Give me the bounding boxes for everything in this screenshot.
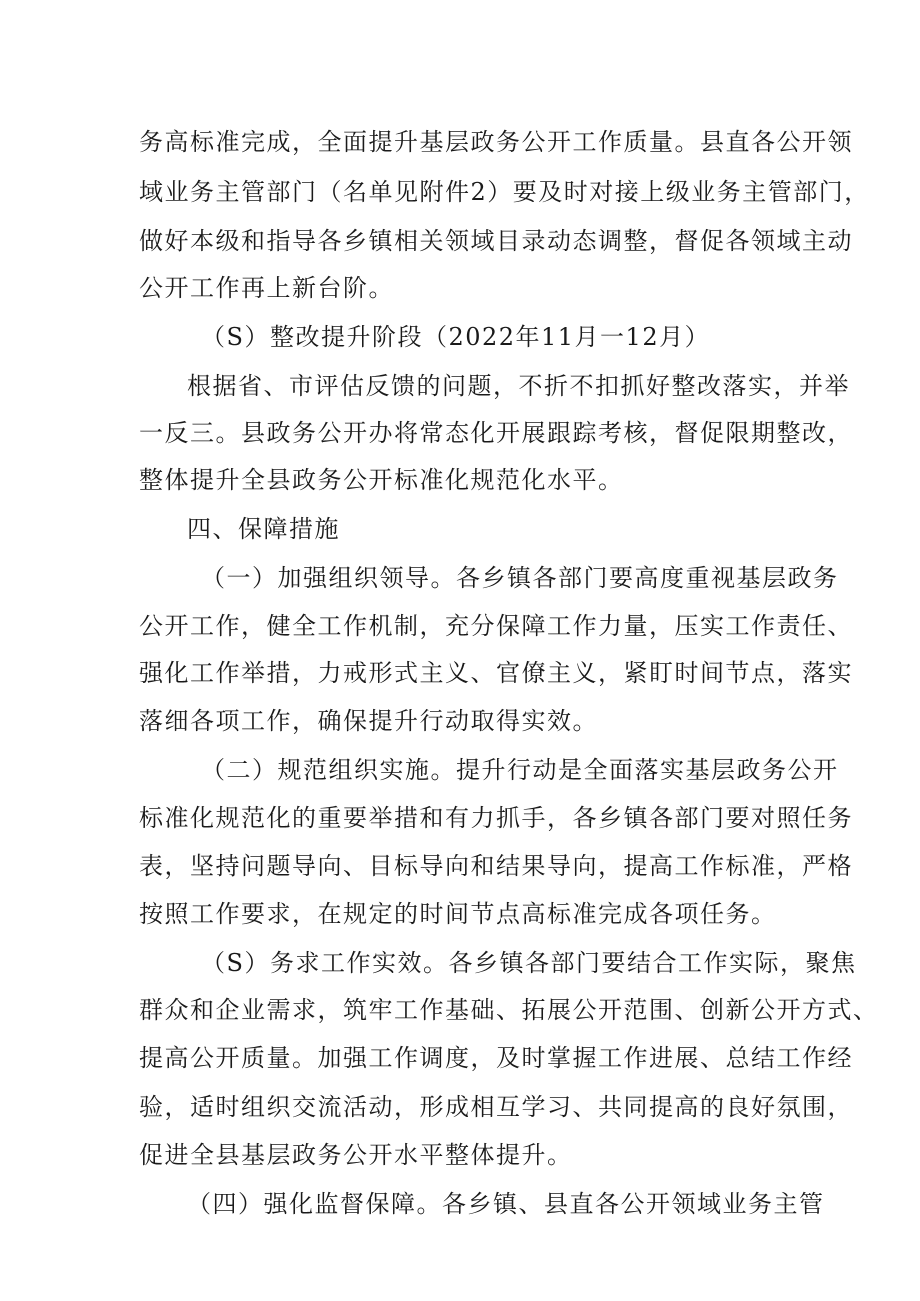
body-line: 按照工作要求，在规定的时间节点高标准完成各项任务。 [139, 900, 777, 928]
body-line: 提高公开质量。加强工作调度，及时掌握工作进展、总结工作经 [139, 1044, 853, 1072]
body-line: 做好本级和指导各乡镇相关领域目录动态调整，督促各领域主动 [139, 227, 853, 255]
body-line: 强化工作举措，力戒形式主义、官僚主义，紧盯时间节点，落实 [139, 659, 853, 687]
body-line: 群众和企业需求，筑牢工作基础、拓展公开范围、创新公开方式、 [139, 996, 879, 1024]
body-line: 整体提升全县政务公开标准化规范化水平。 [139, 466, 624, 494]
body-line: 标准化规范化的重要举措和有力抓手，各乡镇各部门要对照任务 [139, 804, 853, 832]
body-line: 根据省、市评估反馈的问题，不折不扣抓好整改落实，并举 [187, 372, 850, 400]
body-line: 促进全县基层政务公开水平整体提升。 [139, 1141, 573, 1169]
body-line: 公开工作，健全工作机制，充分保障工作力量，压实工作责任、 [139, 612, 853, 640]
body-line: 验，适时组织交流活动，形成相互学习、共同提高的良好氛围， [139, 1093, 853, 1121]
section-heading: 四、保障措施 [187, 515, 340, 543]
body-line: 表，坚持问题导向、目标导向和结果导向，提高工作标准，严格 [139, 852, 853, 880]
section-heading: （S）整改提升阶段（2022年11月一12月） [201, 323, 711, 351]
body-line: 务高标准完成，全面提升基层政务公开工作质量。县直各公开领 [139, 128, 853, 156]
body-line: 一反三。县政务公开办将常态化开展跟踪考核，督促限期整改， [139, 419, 853, 447]
body-line: 公开工作再上新台阶。 [139, 274, 394, 302]
body-line: 域业务主管部门（名单见附件2）要及时对接上级业务主管部门， [139, 178, 870, 206]
paragraph-start: （四）强化监督保障。各乡镇、县直各公开领域业务主管 [187, 1190, 825, 1218]
paragraph-start: （二）规范组织实施。提升行动是全面落实基层政务公开 [201, 756, 839, 784]
body-line: 落细各项工作，确保提升行动取得实效。 [139, 707, 598, 735]
paragraph-start: （一）加强组织领导。各乡镇各部门要高度重视基层政务 [201, 564, 839, 592]
paragraph-start: （S）务求工作实效。各乡镇各部门要结合工作实际，聚焦 [201, 949, 857, 977]
